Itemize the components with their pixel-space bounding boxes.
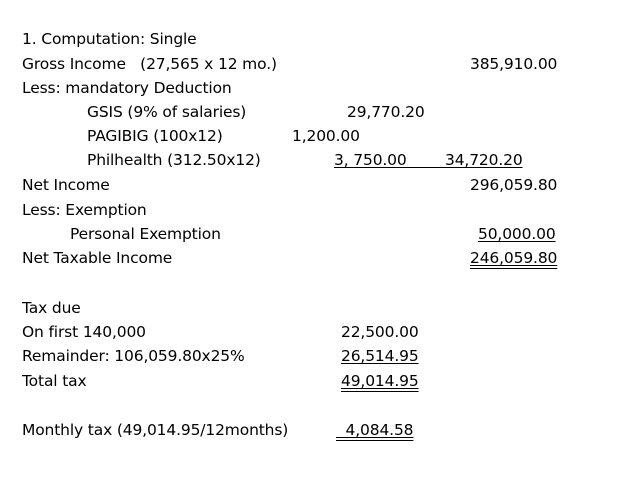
personal-exemption-label: Personal Exemption [70, 225, 221, 243]
pagibig-label: PAGIBIG (100x12) [87, 127, 223, 145]
net-income-label: Net Income [22, 176, 110, 194]
total-tax-amount: 49,014.95 [341, 372, 419, 390]
net-taxable-amount: 246,059.80 [470, 249, 558, 267]
tax-due-heading: Tax due [22, 299, 81, 317]
gsis-amount: 29,770.20 [347, 103, 425, 121]
less-mandatory-label: Less: mandatory Deduction [22, 79, 232, 97]
tax-remainder-amount: 26,514.95 [341, 347, 419, 365]
monthly-tax-amount: 4,084.58 [336, 421, 414, 439]
gross-income-amount: 385,910.00 [470, 55, 558, 73]
tax-first-label: On first 140,000 [22, 323, 146, 341]
gsis-label: GSIS (9% of salaries) [87, 103, 247, 121]
mandatory-deduction-total: 34,720.20 [402, 151, 523, 169]
pagibig-amount: 1,200.00 [292, 127, 360, 145]
philhealth-amount: 3, 750.00 [334, 151, 407, 169]
tax-first-amount: 22,500.00 [341, 323, 419, 341]
gross-income-label: Gross Income (27,565 x 12 mo.) [22, 55, 277, 73]
monthly-tax-label: Monthly tax (49,014.95/12months) [22, 421, 289, 439]
net-income-amount: 296,059.80 [470, 176, 558, 194]
personal-exemption-amount: 50,000.00 [478, 225, 556, 243]
tax-remainder-label: Remainder: 106,059.80x25% [22, 347, 245, 365]
philhealth-label: Philhealth (312.50x12) [87, 151, 261, 169]
net-taxable-label: Net Taxable Income [22, 249, 173, 267]
total-tax-label: Total tax [22, 372, 87, 390]
computation-heading: 1. Computation: Single [22, 30, 197, 48]
less-exemption-label: Less: Exemption [22, 201, 147, 219]
